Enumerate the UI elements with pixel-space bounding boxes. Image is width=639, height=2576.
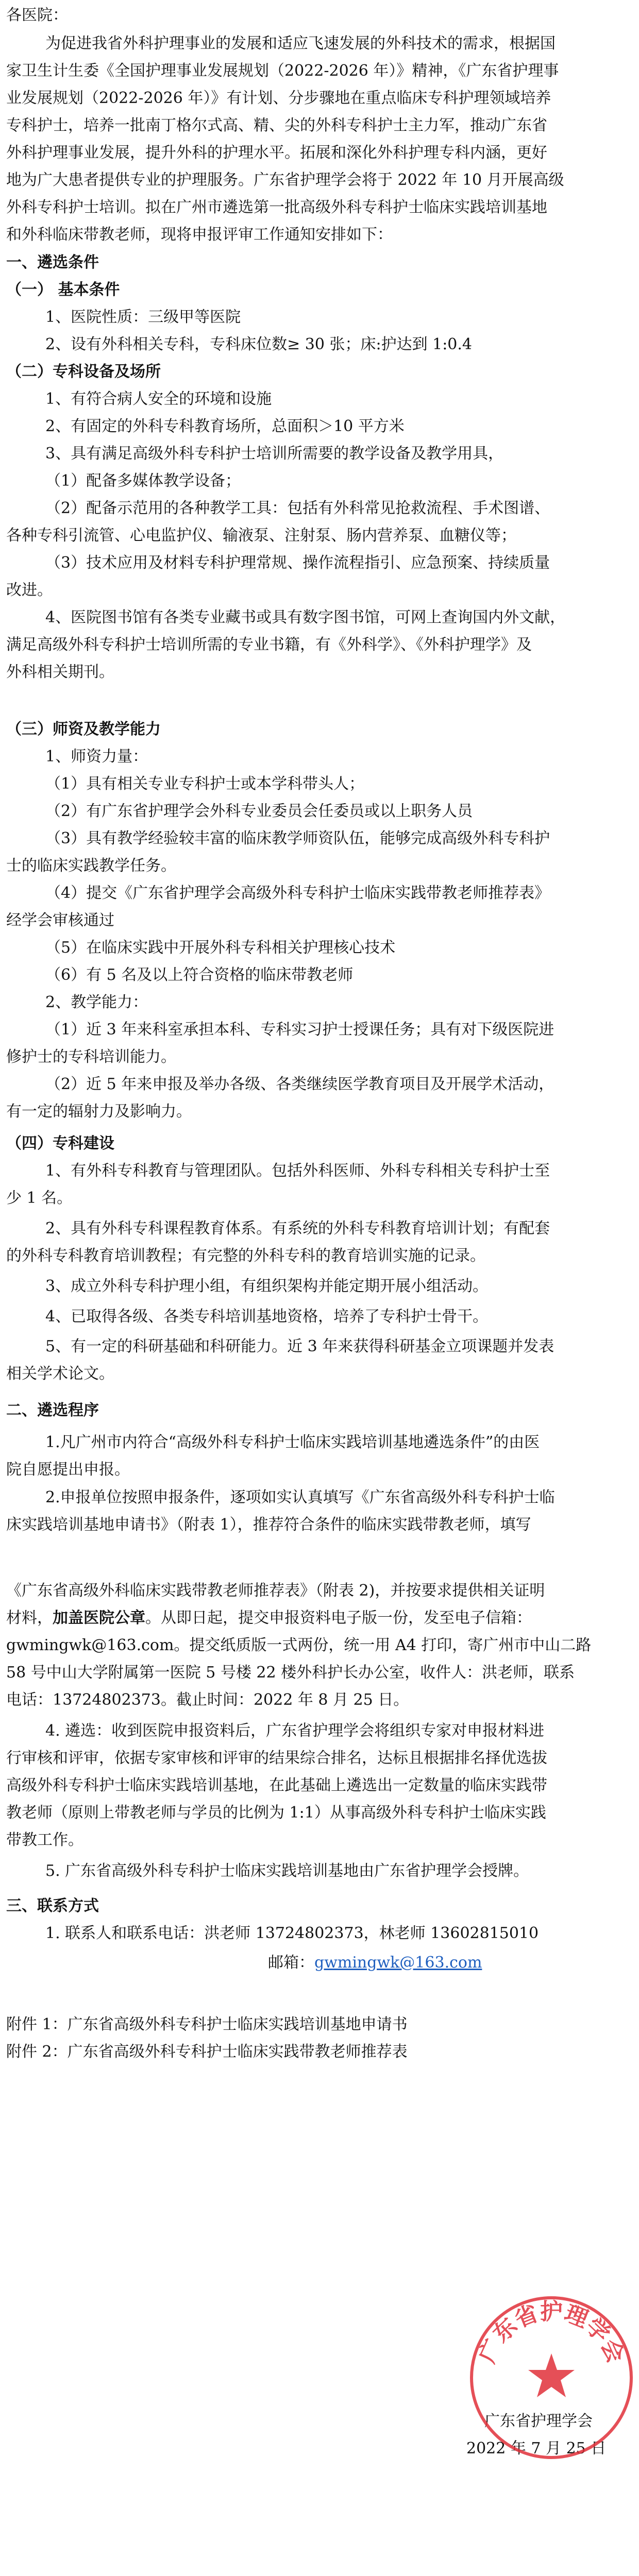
subsection-title: （四）专科建设: [6, 1134, 114, 1153]
list-item: 的外科专科教育培训教程；有完整的外科专科的教育培训实施的记录。: [6, 1247, 485, 1265]
seal-text: 广东省护理学会: [474, 2298, 629, 2367]
list-item: 满足高级外科专科护士培训所需的专业书籍，有《外科学》、《外科护理学》及: [6, 636, 532, 654]
issue-date: 2022 年 7 月 25 日: [466, 2439, 607, 2458]
list-item: 1、有符合病人安全的环境和设施: [45, 390, 272, 408]
list-item: 4、医院图书馆有各类专业藏书或具有数字图书馆，可网上查询国内外文献，: [45, 608, 566, 626]
list-item: 相关学术论文。: [6, 1365, 114, 1383]
list-item: （1）具有相关专业专科护士或本学科带头人；: [45, 775, 365, 793]
list-item: 5. 广东省高级外科专科护士临床实践培训基地由广东省护理学会授牌。: [45, 1862, 529, 1880]
list-item: 4. 遴选：收到医院申报资料后，广东省护理学会将组织专家对申报材料进: [45, 1722, 545, 1740]
list-item: 2、具有外科专科课程教育体系。有系统的外科专科教育培训计划；有配套: [45, 1219, 550, 1238]
email-link[interactable]: gwmingwk@163.com: [314, 1954, 482, 1972]
list-item: 2、有固定的外科专科教育场所，总面积＞10 平方米: [45, 417, 405, 435]
list-item: 行审核和评审，依据专家审核和评审的结果综合排名，达标且根据排名择优选拔: [6, 1749, 547, 1767]
list-item: 5、有一定的科研基础和科研能力。近 3 年来获得科研基金立项课题并发表: [45, 1337, 554, 1355]
intro-line: 外科护理事业发展，提升外科的护理水平。拓展和深化外科护理专科内涵，更好: [6, 144, 547, 162]
list-item: 1、师资力量：: [45, 748, 148, 766]
section-title: 一、遴选条件: [6, 253, 99, 272]
official-seal-icon: [466, 2293, 636, 2463]
salutation: 各医院：: [6, 6, 68, 24]
list-item: 高级外科专科护士临床实践培训基地，在此基础上遴选出一定数量的临床实践带: [6, 1776, 547, 1794]
list-item: 1、医院性质：三级甲等医院: [45, 308, 241, 326]
list-item: （2）配备示范用的各种教学工具：包括有外科常见抢救流程、手术图谱、: [45, 499, 550, 517]
subsection-title: （二）专科设备及场所: [6, 363, 161, 381]
section-title: 二、遴选程序: [6, 1401, 99, 1419]
list-item: 3、具有满足高级外科专科护士培训所需要的教学设备及教学用具，: [45, 445, 504, 463]
list-item: 教老师（原则上带教老师与学员的比例为 1:1）从事高级外科专科护士临床实践: [6, 1804, 546, 1822]
list-item: 有一定的辐射力及影响力。: [6, 1103, 192, 1121]
intro-line: 地为广大患者提供专业的护理服务。广东省护理学会将于 2022 年 10 月开展高级: [6, 171, 564, 189]
contact-line: 1. 联系人和联系电话：洪老师 13724802373，林老师 13602815010: [45, 1924, 539, 1942]
list-item: （1）配备多媒体教学设备；: [45, 472, 241, 490]
seal-star-icon: [528, 2353, 575, 2397]
list-item: 外科相关期刊。: [6, 663, 114, 681]
list-item: 经学会审核通过: [6, 911, 114, 929]
list-item: 2.申报单位按照申报条件，逐项如实认真填写《广东省高级外科专科护士临: [45, 1488, 555, 1506]
list-item: 改进。: [6, 581, 53, 599]
subsection-title: （一） 基本条件: [6, 281, 120, 299]
seal-required-emphasis: 加盖医院公章: [53, 1609, 145, 1627]
intro-line: 外科专科护士培训。拟在广州市遴选第一批高级外科专科护士临床实践培训基地: [6, 198, 547, 216]
section-title: 三、联系方式: [6, 1897, 99, 1915]
list-item: （3）技术应用及材料专科护理常规、操作流程指引、应急预案、持续质量: [45, 554, 550, 572]
intro-line: 专科护士，培养一批南丁格尔式高、精、尖的外科专科护士主力军，推动广东省: [6, 116, 547, 134]
intro-line: 和外科临床带教老师，现将申报评审工作通知安排如下：: [6, 226, 393, 244]
list-item: （3）具有教学经验较丰富的临床教学师资队伍，能够完成高级外科专科护: [45, 829, 550, 848]
email-line: [268, 1953, 482, 1973]
list-item: 士的临床实践教学任务。: [6, 857, 176, 875]
list-item: （1）近 3 年来科室承担本科、专科实习护士授课任务；具有对下级医院进: [45, 1021, 554, 1039]
list-item: 修护士的专科培训能力。: [6, 1048, 176, 1066]
list-item: 电话：13724802373。截止时间：2022 年 8 月 25 日。: [6, 1691, 409, 1709]
list-item: 1.凡广州市内符合“高级外科专科护士临床实践培训基地遴选条件”的由医: [45, 1433, 540, 1451]
list-item: 3、成立外科专科护理小组，有组织架构并能定期开展小组活动。: [45, 1277, 489, 1295]
list-item: 院自愿提出申报。: [6, 1461, 130, 1479]
list-item: 2、设有外科相关专科，专科床位数≥ 30 张；床:护达到 1:0.4: [45, 335, 473, 353]
list-item: （4）提交《广东省护理学会高级外科专科护士临床实践带教老师推荐表》: [45, 884, 550, 902]
list-item: 少 1 名。: [6, 1189, 73, 1207]
list-item: gwmingwk@163.com。提交纸质版一式两份，统一用 A4 打印，寄广州市中山二路: [6, 1636, 592, 1654]
list-item: （2）近 5 年来申报及举办各级、各类继续医学教育项目及开展学术活动，: [45, 1075, 554, 1093]
intro-line: 业发展规划（2022-2026 年）》有计划、分步骤地在重点临床专科护理领域培养: [6, 89, 551, 107]
list-item: 带教工作。: [6, 1831, 83, 1849]
attachment-2: 附件 2：广东省高级外科专科护士临床实践带教老师推荐表: [6, 2043, 408, 2061]
list-item: 各种专科引流管、心电监护仪、输液泵、注射泵、肠内营养泵、血糖仪等；: [6, 527, 516, 545]
email-label: 邮箱：: [268, 1954, 314, 1972]
list-item: （2）有广东省护理学会外科专业委员会任委员或以上职务人员: [45, 802, 473, 820]
list-item: 材料，加盖医院公章。从即日起，提交申报资料电子版一份，发至电子信箱：: [6, 1609, 532, 1627]
list-item: 1、有外科专科教育与管理团队。包括外科医师、外科专科相关专科护士至: [45, 1162, 550, 1180]
attachment-1: 附件 1：广东省高级外科专科护士临床实践培训基地申请书: [6, 2015, 408, 2033]
list-item: 4、已取得各级、各类专科培训基地资格，培养了专科护士骨干。: [45, 1308, 489, 1326]
list-item: 58 号中山大学附属第一医院 5 号楼 22 楼外科护长办公室，收件人：洪老师，联系: [6, 1664, 575, 1682]
intro-line: 家卫生计生委《全国护理事业发展规划（2022-2026 年）》精神，《广东省护理事: [6, 62, 559, 80]
organization-name: 广东省护理学会: [484, 2412, 593, 2430]
list-item: （6）有 5 名及以上符合资格的临床带教老师: [45, 966, 354, 984]
list-item: 《广东省高级外科临床实践带教老师推荐表》（附表 2)，并按要求提供相关证明: [6, 1582, 545, 1600]
list-item: （5）在临床实践中开展外科专科相关护理核心技术: [45, 939, 396, 957]
subsection-title: （三）师资及教学能力: [6, 720, 161, 738]
list-item: 床实践培训基地申请书》（附表 1），推荐符合条件的临床实践带教老师，填写: [6, 1516, 531, 1534]
list-item: 2、教学能力：: [45, 993, 148, 1011]
intro-line: 为促进我省外科护理事业的发展和适应飞速发展的外科技术的需求，根据国: [45, 35, 556, 53]
